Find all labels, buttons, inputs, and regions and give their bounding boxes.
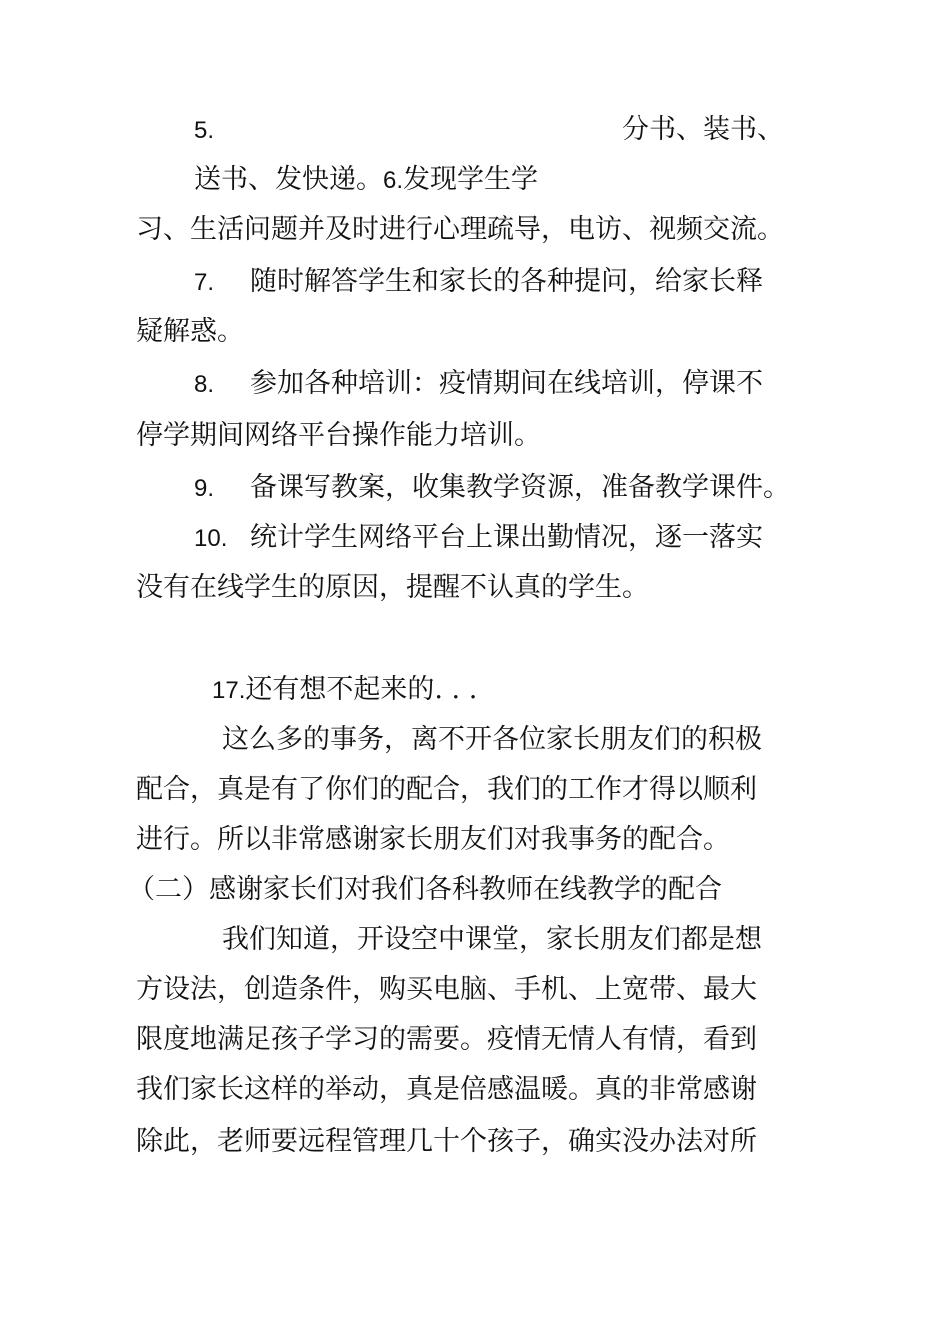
section-heading: [128, 872, 722, 908]
item-text: 发现学生学: [403, 164, 539, 195]
item-text: 习、生活问题并及时进行心理疏导，电访、视频交流。: [136, 214, 784, 245]
item-text: 没有在线学生的原因，提醒不认真的学生。: [136, 572, 649, 603]
list-item-5: [194, 112, 214, 148]
section-heading-text: （二）感谢家长们对我们各科教师在线教学的配合: [128, 874, 722, 905]
list-item-7-continuation: [136, 314, 244, 350]
paragraph-line: [222, 922, 762, 958]
list-item-7: [194, 264, 763, 300]
list-item-6-continuation: [136, 212, 784, 248]
paragraph-line: [136, 772, 757, 808]
item-text: 还有想不起来的. . .: [245, 674, 478, 705]
paragraph-line: [136, 972, 757, 1008]
paragraph-text: 配合，真是有了你们的配合，我们的工作才得以顺利: [136, 774, 757, 805]
paragraph-line: [136, 1022, 757, 1058]
item-text: 停学期间网络平台操作能力培训。: [136, 420, 541, 451]
paragraph-line: [136, 822, 730, 858]
item-number: 10.: [194, 525, 228, 552]
paragraph-text: 我们家长这样的举动，真是倍感温暖。真的非常感谢: [136, 1074, 757, 1105]
list-item-8-continuation: [136, 418, 541, 454]
item-text: 参加各种培训：疫情期间在线培训，停课不: [250, 368, 763, 399]
list-item-9: [194, 470, 790, 506]
item-number: 7.: [194, 269, 215, 296]
list-item-17: [212, 672, 477, 708]
paragraph-text: 方设法，创造条件，购买电脑、手机、上宽带、最大: [136, 974, 757, 1005]
list-item-10: [194, 520, 763, 556]
paragraph-text: 我们知道，开设空中课堂，家长朋友们都是想: [222, 924, 762, 955]
item-text: 分书、装书、: [622, 114, 784, 145]
item-text: 送书、发快递。: [194, 164, 383, 195]
paragraph-line: [222, 722, 762, 758]
item-number: 6.: [383, 167, 404, 194]
paragraph-line: [136, 1124, 757, 1160]
paragraph-text: 限度地满足孩子学习的需要。疫情无情人有情，看到: [136, 1024, 757, 1055]
item-text: 统计学生网络平台上课出勤情况，逐一落实: [250, 522, 763, 553]
paragraph-text: 除此，老师要远程管理几十个孩子，确实没办法对所: [136, 1126, 757, 1157]
list-item-5-text: [622, 112, 784, 148]
item-text: 疑解惑。: [136, 316, 244, 347]
item-number: 5.: [194, 117, 215, 144]
item-text: 备课写教案，收集教学资源，准备教学课件。: [250, 472, 790, 503]
paragraph-text: 这么多的事务，离不开各位家长朋友们的积极: [222, 724, 762, 755]
item-text: 随时解答学生和家长的各种提问，给家长释: [250, 266, 763, 297]
paragraph-text: 进行。所以非常感谢家长朋友们对我事务的配合。: [136, 824, 730, 855]
list-item-6-line: [194, 162, 538, 198]
item-number: 9.: [194, 475, 215, 502]
item-number: 17.: [212, 677, 246, 704]
list-item-8: [194, 366, 763, 402]
item-number: 8.: [194, 371, 215, 398]
list-item-10-continuation: [136, 570, 649, 606]
paragraph-line: [136, 1072, 757, 1108]
